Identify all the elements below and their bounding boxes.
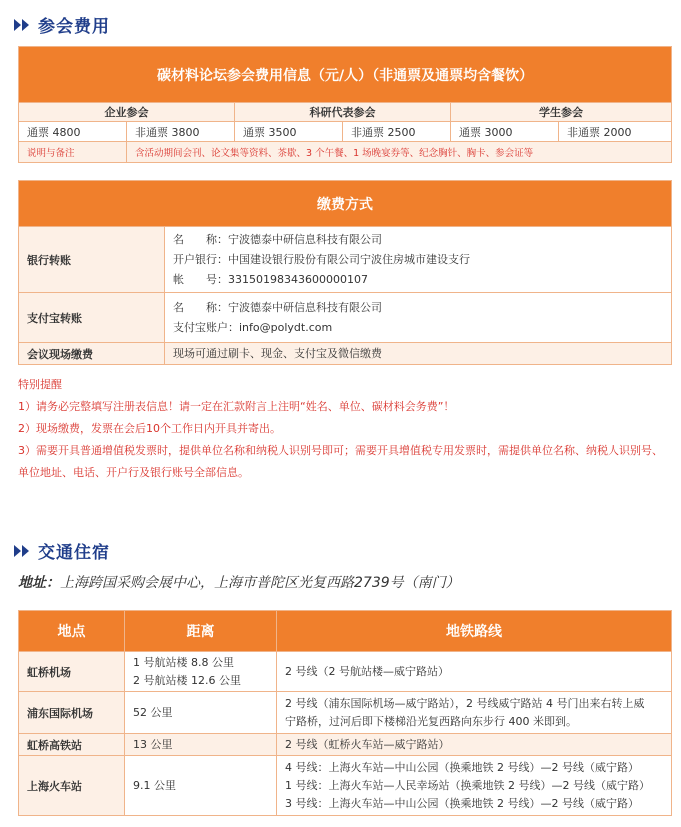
route-cell <box>277 692 672 734</box>
double-arrow-icon <box>14 545 30 557</box>
price-cell: 非通票 2000 <box>559 122 672 142</box>
fee-section-heading <box>14 12 110 37</box>
header-distance: 距离 <box>125 611 277 652</box>
detail-key: 名 称： <box>173 300 228 314</box>
payment-method-label: 银行转账 <box>19 227 165 293</box>
venue-address <box>18 572 460 592</box>
address-value: 上海跨国采购会展中心，上海市普陀区光复西路2739号（南门） <box>60 575 460 591</box>
price-cell: 非通票 2500 <box>343 122 451 142</box>
route-line: 1 号线：上海火车站—人民幸场站（换乘地铁 2 号线）—2 号线（威宁路） <box>285 778 650 792</box>
route-cell <box>277 734 672 756</box>
alipay-account-link[interactable]: info@polydt.com <box>239 320 333 334</box>
detail-value: 宁波德泰中研信息科技有限公司 <box>228 300 382 314</box>
address-label: 地址： <box>18 575 60 591</box>
distance-cell <box>125 692 277 734</box>
payment-method-label: 会议现场缴费 <box>19 343 165 365</box>
route-line: 2 号线（2 号航站楼—威宁路站） <box>285 664 449 678</box>
special-notes <box>18 374 668 484</box>
payment-table-title: 缴费方式 <box>19 181 672 227</box>
distance-line: 1 号航站楼 8.8 公里 <box>133 655 234 669</box>
traffic-section-heading <box>14 538 110 563</box>
header-route: 地铁路线 <box>277 611 672 652</box>
detail-key: 开户银行： <box>173 252 228 266</box>
distance-cell <box>125 652 277 692</box>
detail-key: 名 称： <box>173 232 228 246</box>
route-line: 2 号线（浦东国际机场—威宁路站），2 号线威宁路站 4 号门出来右转上威 <box>285 696 645 710</box>
note-text: 含活动期间会刊、论文集等资料、茶歇、3 个午餐、1 场晚宴券等、纪念胸针、胸卡、参会证等 <box>127 142 672 163</box>
payment-method-label: 支付宝转账 <box>19 293 165 343</box>
detail-value: 中国建设银行股份有限公司宁波住房城市建设支行 <box>228 252 470 266</box>
distance-line: 2 号航站楼 12.6 公里 <box>133 673 241 687</box>
group-enterprise: 企业参会 <box>19 103 235 122</box>
group-research: 科研代表参会 <box>235 103 451 122</box>
detail-key: 帐 号： <box>173 272 228 286</box>
distance-line: 9.1 公里 <box>133 778 176 792</box>
place-name: 虹桥高铁站 <box>19 734 125 756</box>
group-student: 学生参会 <box>451 103 672 122</box>
route-line: 3 号线：上海火车站—中山公园（换乘地铁 2 号线）—2 号线（威宁路） <box>285 796 639 810</box>
route-cell <box>277 756 672 816</box>
payment-method-detail <box>165 227 672 293</box>
detail-key: 支付宝账户： <box>173 320 239 334</box>
traffic-section-title: 交通住宿 <box>38 543 110 563</box>
route-cell <box>277 652 672 692</box>
note-label: 说明与备注 <box>19 142 127 163</box>
detail-value: 33150198343600000107 <box>228 272 368 286</box>
payment-method-detail <box>165 343 672 365</box>
fee-table <box>18 46 672 163</box>
price-cell: 通票 4800 <box>19 122 127 142</box>
detail-value: 宁波德泰中研信息科技有限公司 <box>228 232 382 246</box>
route-line: 2 号线（虹桥火车站—威宁路站） <box>285 737 450 751</box>
payment-table <box>18 180 672 365</box>
notes-title: 特别提醒 <box>18 378 62 391</box>
distance-line: 13 公里 <box>133 737 173 751</box>
place-name: 虹桥机场 <box>19 652 125 692</box>
traffic-table <box>18 610 672 816</box>
place-name: 浦东国际机场 <box>19 692 125 734</box>
distance-line: 52 公里 <box>133 705 173 719</box>
price-cell: 通票 3500 <box>235 122 343 142</box>
place-name: 上海火车站 <box>19 756 125 816</box>
route-line: 宁路桥，过河后即下楼梯沿光复西路向东步行 400 米即到。 <box>285 714 577 728</box>
double-arrow-icon <box>14 19 30 31</box>
note-item: 1）请务必完整填写注册表信息！请一定在汇款附言上注明“姓名、单位、碳材料会务费”！ <box>18 400 455 413</box>
distance-cell <box>125 756 277 816</box>
price-cell: 通票 3000 <box>451 122 559 142</box>
note-item: 2）现场缴费，发票在会后10个工作日内开具并寄出。 <box>18 422 281 435</box>
header-place: 地点 <box>19 611 125 652</box>
fee-table-title: 碳材料论坛参会费用信息（元/人）（非通票及通票均含餐饮） <box>19 47 672 103</box>
route-line: 4 号线：上海火车站—中山公园（换乘地铁 2 号线）—2 号线（威宁路） <box>285 760 639 774</box>
fee-section-title: 参会费用 <box>38 17 110 37</box>
note-item: 3）需要开具普通增值税发票时，提供单位名称和纳税人识别号即可；需要开具增值税专用发票时，需提供单位名称、纳税人识别号、单位地址、电话、开户行及银行账号全部信息。 <box>18 444 663 479</box>
distance-cell <box>125 734 277 756</box>
detail-value: 现场可通过刷卡、现金、支付宝及微信缴费 <box>173 346 382 360</box>
price-cell: 非通票 3800 <box>127 122 235 142</box>
payment-method-detail <box>165 293 672 343</box>
